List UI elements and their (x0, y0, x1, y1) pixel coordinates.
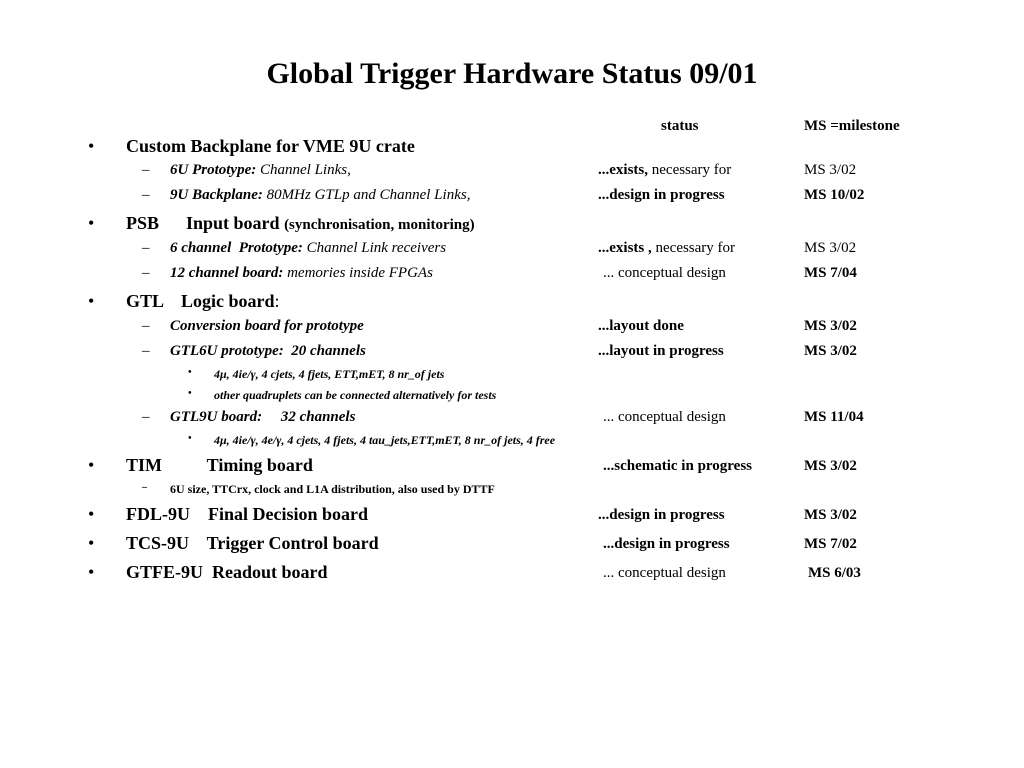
bullet: – (142, 482, 147, 493)
milestone-cell: MS 6/03 (808, 565, 861, 581)
item-detail: Channel Links, (256, 162, 351, 178)
item-name: GTL Logic board (126, 291, 275, 311)
milestone-cell: MS 11/04 (804, 409, 864, 425)
status-main: ...exists , (598, 240, 652, 256)
milestone-cell: MS 3/02 (804, 507, 857, 523)
bullet: – (142, 187, 150, 203)
item-detail: : (274, 291, 280, 311)
bullet: • (88, 213, 95, 233)
status-cell: ... conceptual design (603, 565, 726, 581)
item-detail: (synchronisation, monitoring) (284, 217, 475, 233)
status-main: ...exists, (598, 162, 648, 178)
item-label: TCS-9U Trigger Control board (126, 533, 379, 553)
item-label: Custom Backplane for VME 9U crate (126, 136, 415, 156)
item-name: PSB Input board (126, 213, 285, 233)
bullet: • (88, 504, 95, 524)
item-label: 4μ, 4ie/γ, 4 cjets, 4 fjets, ETT,mET, 8 nr_of jets (214, 367, 445, 381)
milestone-cell: MS 3/02 (804, 240, 857, 256)
item-label (126, 213, 475, 234)
milestone-cell: MS 3/02 (804, 318, 857, 334)
bullet: • (188, 433, 192, 444)
milestone-column-header: MS =milestone (804, 118, 900, 134)
milestone-cell: MS 3/02 (804, 162, 857, 178)
status-cell: ... conceptual design (603, 409, 726, 425)
item-label (126, 291, 280, 312)
bullet: • (88, 562, 95, 582)
item-label: FDL-9U Final Decision board (126, 504, 369, 524)
status-cell (598, 162, 731, 179)
item-label: GTFE-9U Readout board (126, 562, 328, 582)
status-note: necessary for (648, 162, 732, 178)
item-label (170, 162, 351, 179)
item-label: Conversion board for prototype (170, 318, 364, 334)
item-label: GTL6U prototype: 20 channels (170, 343, 366, 359)
status-cell: ... conceptual design (603, 265, 726, 281)
item-label: TIM Timing board (126, 455, 313, 475)
item-label: GTL9U board: 32 channels (170, 409, 356, 425)
milestone-cell: MS 3/02 (804, 343, 857, 359)
item-name: 6 channel Prototype: (170, 240, 303, 256)
item-label (170, 240, 446, 257)
status-cell: ...schematic in progress (603, 458, 753, 474)
status-cell: ...design in progress (598, 187, 725, 203)
status-cell: ...design in progress (598, 507, 725, 523)
milestone-cell: MS 7/02 (804, 536, 857, 552)
item-name: 6U Prototype: (170, 162, 257, 178)
item-label (170, 187, 470, 204)
item-detail: memories inside FPGAs (283, 265, 433, 281)
status-column-header: status (661, 118, 699, 134)
item-name: 12 channel board: (170, 265, 284, 281)
bullet: – (142, 343, 150, 359)
milestone-cell: MS 3/02 (804, 458, 857, 474)
item-label: 6U size, TTCrx, clock and L1A distribution, also used by DTTF (170, 482, 495, 496)
bullet: – (142, 162, 150, 178)
status-note: necessary for (651, 240, 736, 256)
bullet: • (88, 291, 95, 311)
milestone-cell: MS 10/02 (804, 187, 865, 203)
bullet: – (142, 265, 150, 281)
bullet: • (88, 136, 95, 156)
item-detail: Channel Link receivers (302, 240, 447, 256)
item-detail: 80MHz GTLp and Channel Links, (262, 187, 471, 203)
page-title: Global Trigger Hardware Status 09/01 (266, 57, 758, 90)
item-name: 9U Backplane: (170, 187, 263, 203)
item-label: 4μ, 4ie/γ, 4e/γ, 4 cjets, 4 fjets, 4 tau_jets,ETT,mET, 8 nr_of jets, 4 free (214, 433, 556, 447)
bullet: – (142, 240, 150, 256)
bullet: • (188, 367, 192, 378)
status-cell: ...layout in progress (598, 343, 724, 359)
item-label: other quadruplets can be connected alternatively for tests (214, 388, 497, 402)
status-cell: ...design in progress (603, 536, 730, 552)
status-cell (598, 240, 735, 257)
bullet: • (188, 388, 192, 399)
item-label (170, 265, 433, 282)
bullet: – (142, 318, 150, 334)
bullet: – (142, 409, 150, 425)
bullet: • (88, 533, 95, 553)
milestone-cell: MS 7/04 (804, 265, 857, 281)
bullet: • (88, 455, 95, 475)
status-cell: ...layout done (598, 318, 684, 334)
